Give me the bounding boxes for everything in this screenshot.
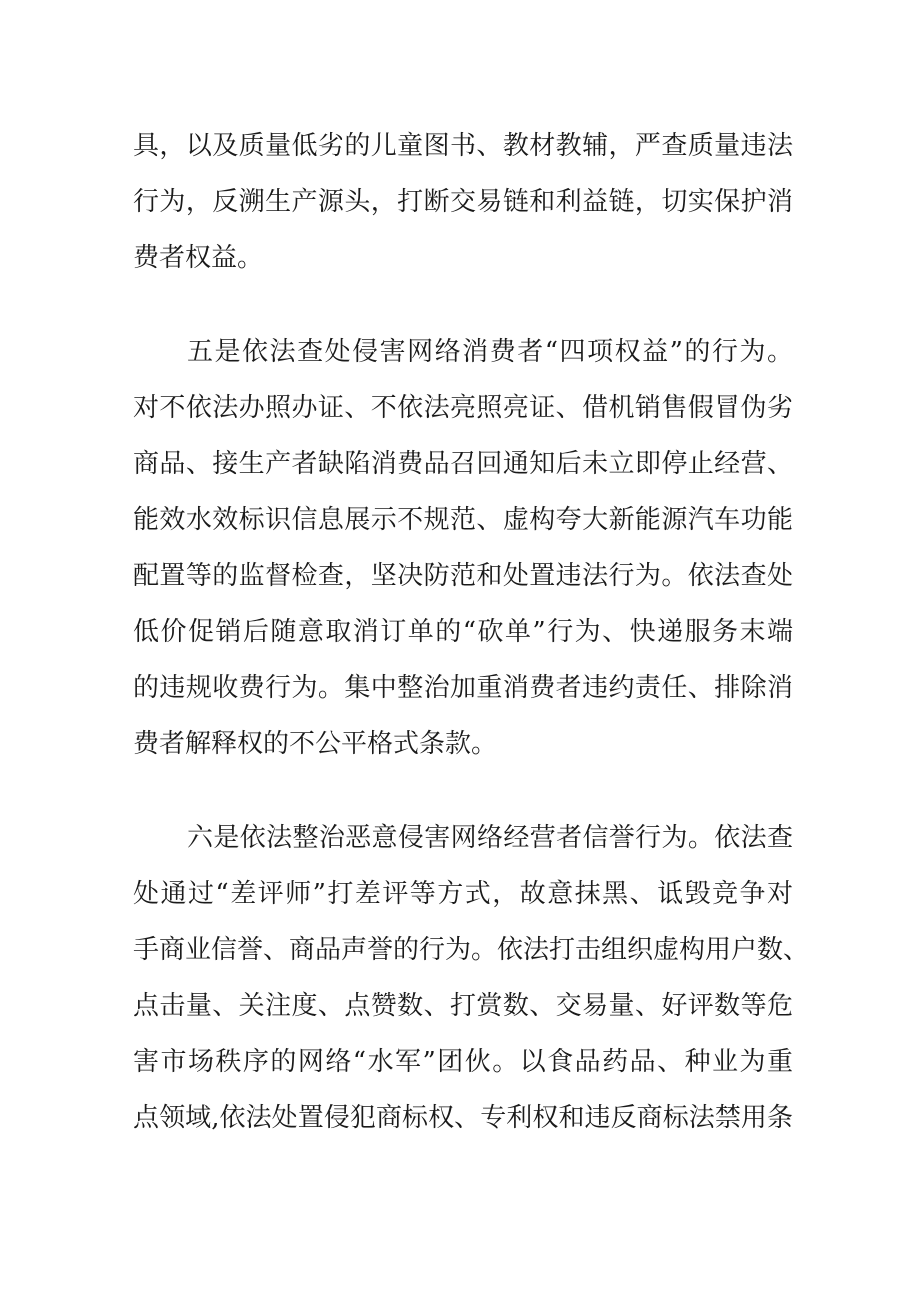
text-line: 对不依法办照办证、不依法亮照亮证、借机销售假冒伪劣 — [133, 393, 793, 423]
text-line: 商品、接生产者缺陷消费品召回通知后未立即停止经营、 — [133, 449, 793, 479]
text-line: 具，以及质量低劣的儿童图书、教材教辅，严查质量违法 — [133, 131, 793, 161]
paragraph-3 — [133, 810, 810, 1146]
paragraph-2 — [133, 324, 793, 772]
text-line: 五是依法查处侵害网络消费者“四项权益”的行为。 — [187, 337, 793, 367]
document-body — [133, 118, 810, 1184]
text-line: 能效水效标识信息展示不规范、虚构夸大新能源汽车功能 — [133, 505, 793, 535]
text-line: 害市场秩序的网络“水军”团伙。以食品药品、种业为重 — [133, 1047, 793, 1077]
text-line: 手商业信誉、商品声誉的行为。依法打击组织虚构用户数、 — [133, 935, 810, 965]
text-line: 低价促销后随意取消订单的“砍单”行为、快递服务末端 — [133, 617, 793, 647]
text-line: 的违规收费行为。集中整治加重消费者违约责任、排除消 — [133, 673, 793, 703]
text-line: 点击量、关注度、点赞数、打赏数、交易量、好评数等危 — [133, 991, 793, 1021]
text-line: 六是依法整治恶意侵害网络经营者信誉行为。依法查 — [187, 823, 793, 853]
paragraph-1 — [133, 118, 793, 286]
text-line: 费者解释权的不公平格式条款。 — [133, 729, 498, 759]
text-line: 配置等的监督检查，坚决防范和处置违法行为。依法查处 — [133, 561, 793, 591]
text-line: 处通过“差评师”打差评等方式，故意抹黑、诋毁竞争对 — [133, 879, 793, 909]
text-line: 费者权益。 — [133, 243, 264, 273]
text-line: 行为，反溯生产源头，打断交易链和利益链，切实保护消 — [133, 187, 793, 217]
text-line: 点领域,依法处置侵犯商标权、专利权和违反商标法禁用条 — [133, 1103, 793, 1133]
